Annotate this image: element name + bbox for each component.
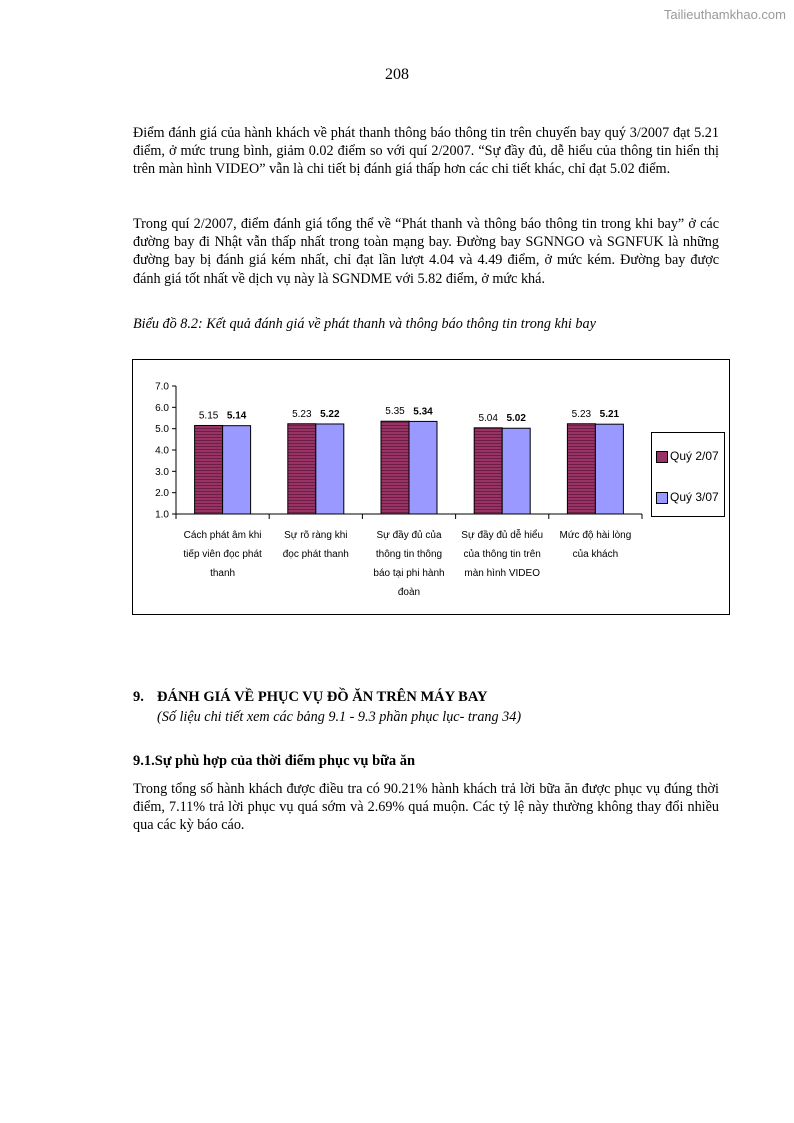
x-category-line: của khách: [572, 549, 619, 560]
bar-q3: [316, 424, 344, 514]
x-category-line: Mức độ hài lòng: [559, 530, 632, 541]
bar-q3: [595, 424, 623, 514]
legend-label-q2: Quý 2/07: [670, 449, 719, 463]
y-tick-label: 1.0: [155, 509, 169, 521]
bar-q2: [195, 425, 223, 514]
x-category-line: Sự đầy đủ của: [376, 530, 442, 541]
section-9-1-paragraph: Trong tổng số hành khách được điều tra có 90.21% hành khách trả lời bữa ăn được phục vụ đúng thời điểm, 7.11% trả lời phục vụ quá sớm và 2.69% quá muộn. Các tỷ lệ này thường không thay đổi nhiều qua các kỳ báo cáo.: [133, 781, 719, 834]
legend-swatch-q2: [656, 451, 668, 463]
data-label: 5.15: [198, 410, 219, 422]
legend-label-q3: Quý 3/07: [670, 490, 719, 504]
legend-item-q3: [656, 490, 719, 504]
x-category-label: [454, 526, 550, 583]
chart-frame: [132, 359, 730, 615]
x-category-line: màn hình VIDEO: [464, 568, 540, 579]
x-category-line: Sự đầy đủ dễ hiểu: [461, 530, 544, 541]
x-category-label: [268, 526, 364, 564]
paragraph-2: Trong quí 2/2007, điểm đánh giá tổng thể về “Phát thanh và thông báo thông tin trong khi bay” ở các đường bay đi Nhật vẫn thấp nhất trong toàn mạng bay. Đường bay SGNNGO và SGNFUK là những đường bay bị đánh giá kém nhất, chỉ đạt lần lượt 4.04 và 4.49 điểm, ở mức kém. Đường bay được đánh giá tốt nhất về dịch vụ này là SGNDME với 5.82 điểm, ở mức khá.: [133, 216, 719, 287]
x-category-label: [547, 526, 643, 564]
page-number: 208: [385, 66, 409, 83]
bar-q2: [474, 428, 502, 514]
bar-q2: [288, 424, 316, 514]
chart-legend: [651, 432, 725, 517]
bar-q2: [381, 421, 409, 514]
x-category-line: thanh: [210, 568, 236, 579]
x-category-line: tiếp viên đọc phát: [183, 549, 262, 560]
section-9-1-heading: 9.1.Sự phù hợp của thời điểm phục vụ bữa ăn: [133, 753, 416, 769]
bar-q3: [223, 426, 251, 514]
y-tick-label: 2.0: [155, 488, 169, 500]
x-category-line: đoàn: [397, 587, 421, 598]
paragraph-1: Điểm đánh giá của hành khách về phát thanh thông báo thông tin trên chuyến bay quý 3/2007 đạt 5.21 điểm, ở mức trung bình, giảm 0.02 điểm so với quí 2/2007. “Sự đầy đủ, dễ hiểu của thông tin hiển thị trên màn hình VIDEO” vẫn là chi tiết bị đánh giá thấp hơn các chi tiết khác, chỉ đạt 5.02 điểm.: [133, 125, 719, 178]
x-category-line: Cách phát âm khi: [183, 530, 262, 541]
data-label: 5.35: [385, 406, 405, 418]
y-tick-label: 5.0: [155, 424, 169, 436]
x-category-line: thông tin thông: [375, 549, 443, 560]
data-label: 5.23: [292, 408, 312, 420]
section-9-number: 9.: [133, 689, 144, 705]
x-category-label: [361, 526, 457, 602]
legend-swatch-q3: [656, 492, 668, 504]
data-label: 5.21: [599, 409, 620, 421]
bar-q3: [502, 428, 530, 514]
bar-q3: [409, 421, 437, 514]
data-label: 5.34: [413, 406, 433, 418]
data-label: 5.04: [478, 412, 498, 424]
x-category-label: [175, 526, 271, 583]
data-label: 5.02: [506, 413, 526, 425]
y-tick-label: 3.0: [155, 466, 169, 478]
x-category-line: báo tại phi hành: [373, 568, 445, 579]
y-tick-label: 4.0: [155, 445, 169, 457]
data-label: 5.14: [226, 410, 247, 422]
legend-item-q2: [656, 449, 719, 463]
data-label: 5.22: [320, 408, 340, 420]
y-tick-label: 6.0: [155, 402, 169, 414]
x-category-line: đọc phát thanh: [282, 549, 349, 560]
data-label: 5.23: [571, 408, 592, 420]
section-9-heading: [133, 689, 487, 706]
section-9-note: (Số liệu chi tiết xem các bảng 9.1 - 9.3 phần phục lục- trang 34): [157, 709, 522, 725]
watermark: Tailieuthamkhao.com: [663, 7, 786, 22]
x-category-line: của thông tin trên: [463, 549, 541, 560]
chart-caption: Biểu đồ 8.2: Kết quả đánh giá về phát thanh và thông báo thông tin trong khi bay: [133, 316, 596, 332]
bar-q2: [567, 424, 595, 514]
x-category-line: Sự rõ ràng khi: [284, 530, 348, 541]
y-tick-label: 7.0: [155, 381, 169, 393]
section-9-title: ĐÁNH GIÁ VỀ PHỤC VỤ ĐỒ ĂN TRÊN MÁY BAY: [157, 689, 488, 705]
